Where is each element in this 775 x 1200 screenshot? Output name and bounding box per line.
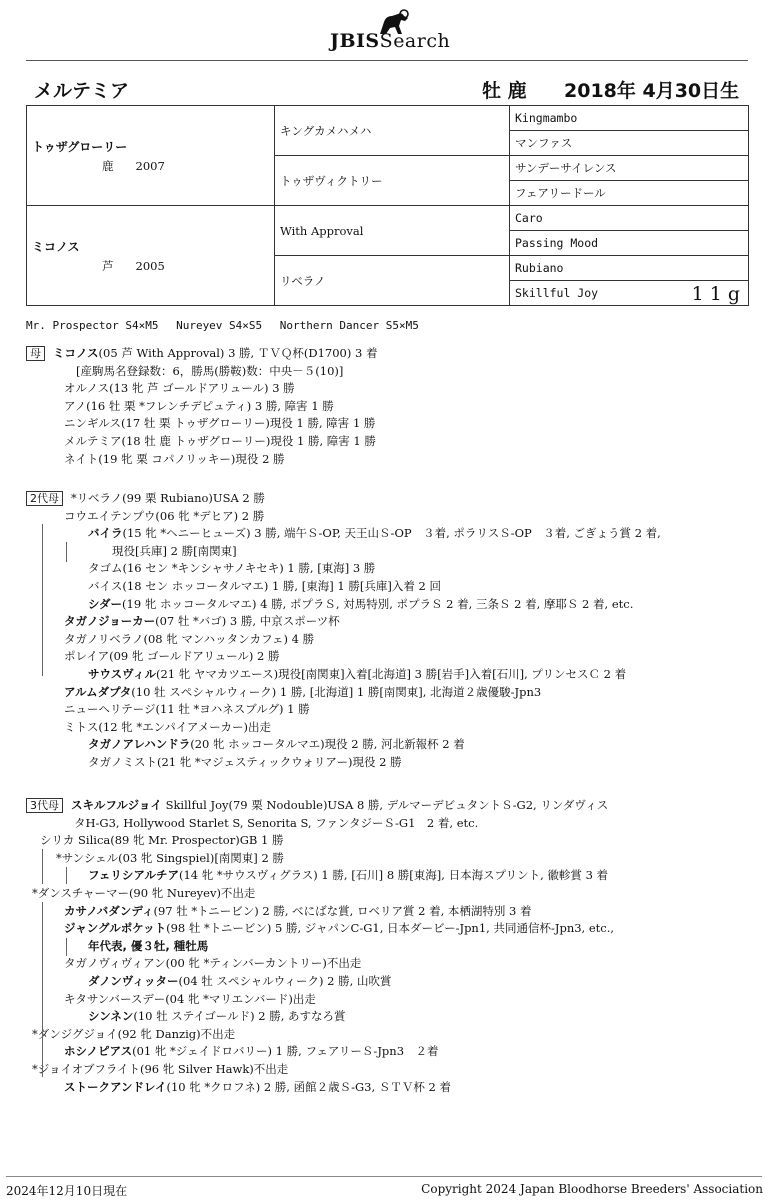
- pedigree-gen3-3: サンデーサイレンス: [510, 156, 749, 181]
- horse-name-bold: ダノンヴィッター: [88, 973, 179, 988]
- tree-connector: [42, 902, 43, 1042]
- dam-color: 芦: [102, 258, 114, 273]
- tree-connector: [42, 1042, 43, 1077]
- line-text: ニューヘリテージ(11 牡 *ヨハネスブルグ) 1 勝: [64, 702, 310, 717]
- tree-connector: [66, 938, 67, 956]
- dam-name: ミコノス: [32, 239, 80, 254]
- horse-name-bold: ジャングルポケット: [64, 921, 167, 936]
- line-text: ポレイア(09 牝 ゴールドアリュール) 2 勝: [64, 649, 280, 664]
- pedigree-gen3-5: Caro: [510, 206, 749, 231]
- family-line: [26, 543, 766, 561]
- generation-tag: 母: [26, 346, 45, 361]
- pedigree-gen3-7: Rubiano: [510, 256, 749, 281]
- line-text: (21 牝 ヤマカツエース)現役[南関東]入着[北海道] 3 勝[岩手]入着[石川], プリンセスＣ 2 着: [155, 666, 627, 681]
- line-text: (19 牝 ホッコータルマエ) 4 勝, ポプラＳ, 対馬特別, ポプラＳ 2 着, 三条Ｓ 2 着, 摩耶Ｓ 2 着, etc.: [122, 596, 634, 611]
- family-line: [26, 508, 766, 526]
- family-line: [26, 451, 766, 469]
- line-text: (05 芦 With Approval) 3 勝, ＴＶＱ杯(D1700) 3 着: [98, 346, 378, 360]
- family-line: [26, 631, 766, 649]
- family-line: [26, 1079, 766, 1097]
- family-line: [26, 955, 766, 973]
- family-line: [26, 613, 766, 631]
- family-line: [26, 832, 766, 850]
- line-text: (10 牡 ステイゴールド) 2 勝, あすなろ賞: [133, 1009, 346, 1024]
- inbreeding-line: Mr. Prospector S4×M5 Nureyev S4×S5 Northern Dancer S5×M5: [26, 319, 419, 332]
- line-text: 年代表, 優３牡, 種牡馬: [88, 938, 209, 953]
- family-line: [26, 490, 766, 508]
- family-line: [26, 1061, 766, 1079]
- family-line: [26, 684, 766, 702]
- footer-date: 2024年12月10日現在: [6, 1184, 128, 1198]
- horse-name-bold: シダー: [88, 596, 123, 611]
- line-text: (10 牡 スペシャルウィーク) 1 勝, [北海道] 1 勝[南関東], 北海道２歳優駿-Jpn3: [131, 684, 542, 699]
- line-text: ネイト(19 牝 栗 コパノリッキー)現役 2 勝: [64, 451, 285, 466]
- line-text: [産駒馬名登録数：6，勝馬(勝鞍)数：中央－５(10)]: [76, 363, 344, 378]
- family-line: [26, 363, 766, 381]
- horse-birth-date: 2018年 4月30日生: [564, 80, 740, 102]
- line-text: シリカ Silica(89 牝 Mr. Prospector)GB 1 勝: [40, 833, 284, 848]
- horse-name-bold: ホシノピアス: [64, 1044, 133, 1059]
- family-line: [26, 398, 766, 416]
- family-line: [26, 525, 766, 543]
- pedigree-dam: [27, 206, 275, 306]
- family-line: [26, 701, 766, 719]
- line-text: (10 牝 *クロフネ) 2 勝, 函館２歳Ｓ-G3, ＳＴＶ杯 2 着: [166, 1079, 451, 1094]
- line-text: アノ(16 牡 栗 *フレンチデピュティ) 3 勝, 障害 1 勝: [64, 398, 334, 413]
- horse-name-bold: バイラ: [88, 526, 123, 541]
- pedigree-gen2-2: トゥザヴィクトリー: [275, 156, 510, 206]
- horse-title-row: [34, 76, 749, 104]
- dam-year: 2005: [135, 258, 165, 273]
- family-line: [26, 991, 766, 1009]
- line-text: キタサンバースデー(04 牝 *マリエンバード)出走: [64, 991, 316, 1006]
- family-line: [26, 867, 766, 885]
- family-line: [26, 666, 766, 684]
- family-line: [26, 797, 766, 815]
- family-line: [26, 596, 766, 614]
- line-text: *ダンスチャーマー(90 牝 Nureyev)不出走: [32, 885, 256, 900]
- third-dam-section: [26, 797, 766, 1096]
- sire-name: トゥザグローリー: [32, 139, 128, 154]
- horse-name-bold: スキルフルジョイ: [71, 798, 162, 812]
- pedigree-gen2-4: リベラノ: [275, 256, 510, 306]
- family-line: [26, 560, 766, 578]
- generation-tag: 3代母: [26, 798, 63, 813]
- family-line: [26, 903, 766, 921]
- pedigree-gen3-2: マンファス: [510, 131, 749, 156]
- footer-copyright: Copyright 2024 Japan Bloodhorse Breeders' Association: [421, 1182, 763, 1196]
- horse-name-bold: フェリシアルチア: [88, 868, 179, 883]
- family-line: [26, 345, 766, 363]
- horse-name-bold: アルムダプタ: [64, 684, 132, 699]
- family-line: [26, 578, 766, 596]
- line-text: (15 牝 *ヘニーヒューズ) 3 勝, 端午Ｓ-OP, 天王山Ｓ-OP ３着, ポラリスＳ-OP ３着, ごぎょう賞 2 着,: [122, 526, 661, 541]
- horse-name: メルテミア: [34, 80, 130, 102]
- horse-name-bold: サウスヴィル: [88, 666, 156, 681]
- line-text: コウエイテンプウ(06 牝 *デヒア) 2 勝: [64, 508, 265, 523]
- line-text: *サンシェル(03 牝 Singspiel)[南関東] 2 勝: [56, 850, 284, 865]
- family-line: [26, 815, 766, 833]
- line-text: ニンギルス(17 牡 栗 トゥザグローリー)現役 1 勝, 障害 1 勝: [64, 416, 376, 431]
- family-line: [26, 648, 766, 666]
- line-text: *ジョイオブフライト(96 牝 Silver Hawk)不出走: [32, 1061, 289, 1076]
- family-line: [26, 433, 766, 451]
- line-text: *リベラノ(99 栗 Rubiano)USA 2 勝: [71, 491, 265, 505]
- tree-connector: [42, 849, 43, 884]
- family-line: [26, 1043, 766, 1061]
- line-text: (98 牡 *トニービン) 5 勝, ジャパンC-G1, 日本ダービー-Jpn1, 共同通信杯-Jpn3, etc.,: [166, 921, 615, 936]
- line-text: 現役[兵庫] 2 勝[南関東]: [112, 543, 237, 558]
- logo-text: JBISSearch: [330, 30, 451, 52]
- pedigree-sire: [27, 106, 275, 206]
- line-text: (07 牡 *バゴ) 3 勝, 中京スポーツ杯: [155, 614, 340, 629]
- line-text: Skillful Joy(79 栗 Nodouble)USA 8 勝, デルマーデビュタントＳ-G2, リンダヴィス: [161, 798, 609, 812]
- sire-year: 2007: [135, 158, 165, 173]
- line-text: タガノリベラノ(08 牝 マンハッタンカフェ) 4 勝: [64, 631, 315, 646]
- line-text: (97 牡 *トニービン) 2 勝, べにばな賞, ロベリア賞 2 着, 本栖湖特別 3 着: [153, 903, 532, 918]
- sire-color: 鹿: [102, 158, 114, 173]
- horse-name-bold: ストークアンドレイ: [64, 1079, 167, 1094]
- pedigree-gen2-3: With Approval: [275, 206, 510, 256]
- generation-tag: 2代母: [26, 491, 63, 506]
- horse-name-bold: タガノジョーカー: [64, 614, 156, 629]
- pedigree-gen3-4: フェアリードール: [510, 181, 749, 206]
- second-dam-section: [26, 490, 766, 772]
- family-line: [26, 885, 766, 903]
- family-line: [26, 850, 766, 868]
- line-text: メルテミア(18 牡 鹿 トゥザグローリー)現役 1 勝, 障害 1 勝: [64, 433, 376, 448]
- family-line: [26, 415, 766, 433]
- tree-connector: [42, 524, 43, 676]
- family-line: [26, 973, 766, 991]
- pedigree-gen3-8: Skillful Joy 11g: [510, 281, 749, 306]
- line-text: タゴム(16 セン *キンシャサノキセキ) 1 勝, [東海] 3 勝: [88, 561, 376, 576]
- horse-name-bold: カサノバダンディ: [64, 903, 154, 918]
- pedigree-gen3-1: Kingmambo: [510, 106, 749, 131]
- family-line: [26, 736, 766, 754]
- horse-sex-color: 牡 鹿: [482, 80, 527, 102]
- pedigree-gen3-6: Passing Mood: [510, 231, 749, 256]
- line-text: タH-G3, Hollywood Starlet S, Senorita S, ファンタジーＳ-G1 2 着, etc.: [74, 815, 479, 830]
- family-line: [26, 380, 766, 398]
- horse-name-bold: タガノアレハンドラ: [88, 737, 191, 752]
- pedigree-gen2-1: キングカメハメハ: [275, 106, 510, 156]
- jbis-logo: [330, 8, 460, 54]
- family-line: [26, 754, 766, 772]
- footer-divider: [6, 1176, 762, 1177]
- horse-name-bold: シンネン: [88, 1009, 134, 1024]
- family-line: [26, 920, 766, 938]
- line-text: タガノヴィヴィアン(00 牝 *ティンバーカントリー)不出走: [64, 956, 362, 971]
- line-text: (01 牝 *ジェイドロバリー) 1 勝, フェアリーＳ-Jpn3 ２着: [132, 1044, 439, 1059]
- tree-connector: [66, 867, 67, 884]
- horse-name-bold: ミコノス: [53, 346, 99, 360]
- family-line: [26, 1026, 766, 1044]
- line-text: バイス(18 セン ホッコータルマエ) 1 勝, [東海] 1 勝[兵庫]入着 2 回: [88, 578, 441, 593]
- dam-section: [26, 345, 766, 468]
- line-text: (20 牝 ホッコータルマエ)現役 2 勝, 河北新報杯 2 着: [190, 737, 465, 752]
- family-line: [26, 719, 766, 737]
- line-text: オルノス(13 牝 芦 ゴールドアリュール) 3 勝: [64, 381, 295, 396]
- header-divider: [26, 60, 748, 61]
- line-text: *ダンジグジョイ(92 牝 Danzig)不出走: [32, 1026, 236, 1041]
- family-line: [26, 938, 766, 956]
- tree-connector: [66, 542, 67, 562]
- inbreed-badge: 11g: [691, 283, 746, 305]
- line-text: ミトス(12 牝 *エンパイアメーカー)出走: [64, 719, 271, 734]
- family-line: [26, 1008, 766, 1026]
- line-text: タガノミスト(21 牝 *マジェスティックウォリアー)現役 2 勝: [88, 754, 402, 769]
- line-text: (14 牝 *サウスヴィグラス) 1 勝, [石川] 8 勝[東海], 日本海スプリント, 徽軫賞 3 着: [178, 868, 609, 883]
- line-text: (04 牡 スペシャルウィーク) 2 勝, 山吹賞: [178, 973, 392, 988]
- pedigree-table: [26, 105, 749, 306]
